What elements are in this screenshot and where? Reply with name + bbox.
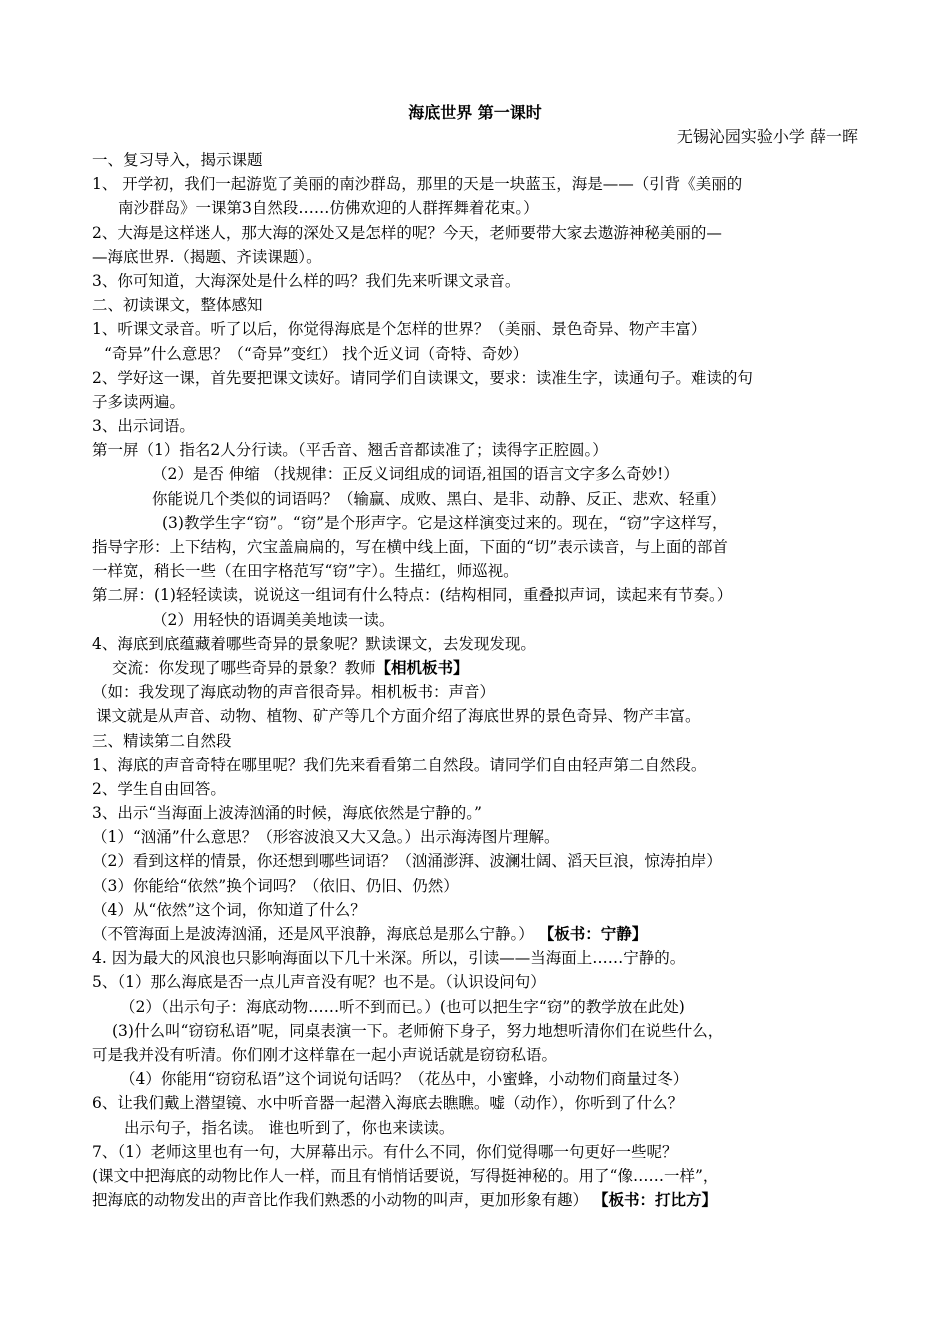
board-note: 【板书：宁静】 <box>538 924 648 943</box>
paragraph-line <box>92 922 864 946</box>
paragraph-line: （如：我发现了海底动物的声音很奇异。相机板书：声音） <box>92 683 496 702</box>
paragraph-line: 出示句子，指名读。 谁也听到了，你也来读读。 <box>124 1118 455 1137</box>
paragraph-line: 子多读两遍。 <box>92 392 186 411</box>
board-note: 【相机板书】 <box>375 657 469 677</box>
paragraph-line: 2、大海是这样迷人，那大海的深处又是怎样的呢？今天，老师要带大家去遨游神秘美丽的— <box>92 223 722 242</box>
paragraph-line: （2）（出示句子：海底动物……听不到而已。）(也可以把生字“窃”的教学放在此处) <box>120 997 685 1016</box>
paragraph-line: 1、海底的声音奇特在哪里呢？我们先来看看第二自然段。请同学们自由轻声第二自然段。 <box>92 755 707 774</box>
paragraph-line: 4、海底到底蕴藏着哪些奇异的景象呢？默读课文，去发现发现。 <box>92 634 536 653</box>
paragraph-line: 3、你可知道，大海深处是什么样的吗？我们先来听课文录音。 <box>92 271 521 290</box>
paragraph-line: 指导字形：上下结构，穴宝盖扁扁的，写在横中线上面，下面的“切”表示读音，与上面的部首 <box>92 538 728 556</box>
paragraph-line: （4）从“依然”这个词，你知道了什么？ <box>92 900 366 919</box>
paragraph-line: 1、 开学初，我们一起游览了美丽的南沙群岛，那里的天是一块蓝玉，海是——（引背《美丽的 <box>92 175 743 194</box>
paragraph-line: 6、让我们戴上潜望镜、水中听音器一起潜入海底去瞧瞧。嘘（动作），你听到了什么？ <box>92 1094 684 1113</box>
paragraph-line: “奇异”什么意思？（“奇异”变红） 找个近义词（奇特、奇妙） <box>104 344 529 363</box>
paragraph-line: 2、学好这一课，首先要把课文读好。请同学们自读课文，要求：读准生字，读通句子。难读的句 <box>92 368 753 387</box>
paragraph-line: 3、出示词语。 <box>92 417 195 436</box>
section-heading: 一、复习导入，揭示课题 <box>92 151 263 169</box>
paragraph-line: 1、听课文录音。听了以后，你觉得海底是个怎样的世界？（美丽、景色奇异、物产丰富） <box>92 320 707 339</box>
paragraph-line: 南沙群岛》一课第3自然段……仿佛欢迎的人群挥舞着花束。） <box>118 199 539 218</box>
paragraph-line: 你能说几个类似的词语吗？（输赢、成败、黑白、是非、动静、反正、悲欢、轻重） <box>152 489 726 508</box>
paragraph-line: 一样宽，稍长一些（在田字格范写“窃”字）。生描红，师巡视。 <box>92 562 519 581</box>
paragraph-line: （2）看到这样的情景，你还想到哪些词语？（汹涌澎湃、波澜壮阔、滔天巨浪，惊涛拍岸） <box>92 852 722 871</box>
paragraph-line: 7、（1）老师这里也有一句，大屏幕出示。有什么不同，你们觉得哪一句更好一些呢？ <box>92 1142 678 1161</box>
paragraph-text: （不管海面上是波涛汹涌，还是风平浪静，海底总是那么宁静。） <box>92 925 539 943</box>
section-heading: 二、初读课文，整体感知 <box>92 296 263 315</box>
paragraph-line: （2）用轻快的语调美美地读一读。 <box>152 610 395 629</box>
paragraph-line: 4. 因为最大的风浪也只影响海面以下几十米深。所以，引读——当海面上……宁静的。 <box>92 949 686 968</box>
paragraph-line: —海底世界.（揭题、齐读课题）。 <box>92 247 322 266</box>
paragraph-line: 可是我并没有听清。你们刚才这样靠在一起小声说话就是窃窃私语。 <box>92 1045 558 1064</box>
page-title: 海底世界 第一课时 <box>408 103 542 122</box>
paragraph-line: （3）你能给“依然”换个词吗？（依旧、仍旧、仍然） <box>92 876 459 895</box>
paragraph-line: （4）你能用“窃窃私语”这个词说句话吗？（花丛中，小蜜蜂，小动物们商量过冬） <box>120 1070 689 1089</box>
paragraph-line <box>92 656 864 680</box>
paragraph-line: 5、（1）那么海底是否一点儿声音没有呢？也不是。（认识设问句） <box>92 973 546 992</box>
section-heading: 三、精读第二自然段 <box>92 731 232 750</box>
paragraph-line: 第一屏（1）指名2人分行读。（平舌音、翘舌音都读准了；读得字正腔圆。） <box>92 441 608 460</box>
paragraph-line <box>92 1188 864 1212</box>
paragraph-line: (3)什么叫“窃窃私语”呢，同桌表演一下。老师俯下身子，努力地想听清你们在说些什么， <box>112 1021 724 1040</box>
document-body <box>92 148 864 1212</box>
paragraph-line: (课文中把海底的动物比作人一样，而且有悄悄话要说，写得挺神秘的。用了“像……一样”， <box>92 1166 719 1185</box>
author-line: 无锡沁园实验小学 薛一晖 <box>676 127 858 146</box>
paragraph-line: （1）“汹涌”什么意思？（形容波浪又大又急。）出示海涛图片理解。 <box>92 828 560 847</box>
paragraph-text: 把海底的动物发出的声音比作我们熟悉的小动物的叫声，更加形象有趣） <box>92 1191 593 1210</box>
paragraph-line: 3、出示“当海面上波涛汹涌的时候，海底依然是宁静的。” <box>92 804 482 823</box>
paragraph-line: 第二屏：(1)轻轻读读，说说这一组词有什么特点：(结构相同，重叠拟声词，读起来有节奏。） <box>92 586 733 605</box>
board-note: 【板书：打比方】 <box>592 1190 717 1210</box>
paragraph-line: 2、学生自由回答。 <box>92 779 226 798</box>
paragraph-line: 课文就是从声音、动物、植物、矿产等几个方面介绍了海底世界的景色奇异、物产丰富。 <box>96 707 701 726</box>
paragraph-line: (3)教学生字“窃”。“窃”是个形声字。它是这样演变过来的。现在，“窃”字这样写， <box>162 513 728 532</box>
paragraph-text: 交流：你发现了哪些奇异的景象？教师 <box>112 658 376 677</box>
paragraph-line: （2）是否 伸缩 （找规律：正反义词组成的词语,祖国的语言文字多么奇妙!） <box>152 465 679 484</box>
